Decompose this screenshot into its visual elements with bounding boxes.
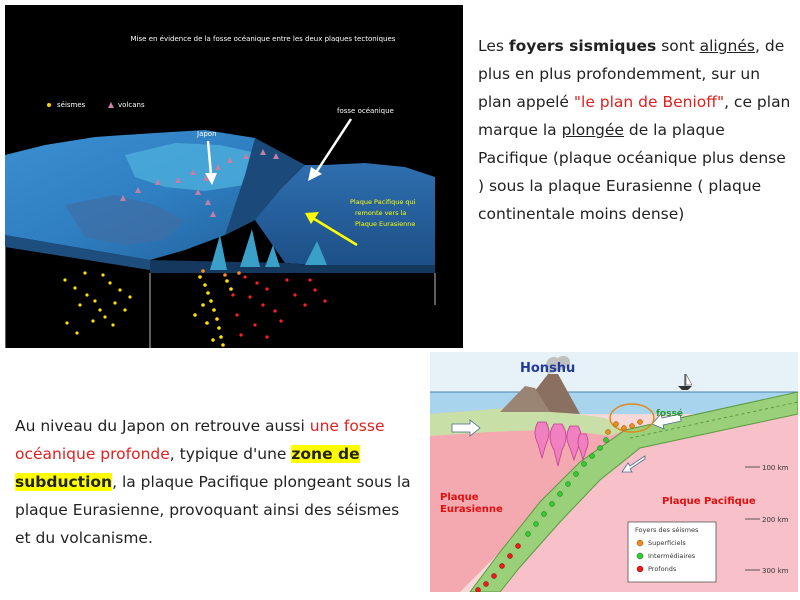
label-plaque-pacifique: Plaque Pacifique — [662, 496, 756, 507]
label-fosse-oceanique: fosse océanique — [337, 107, 394, 115]
benioff-term: "le plan de Benioff" — [573, 93, 725, 111]
subduction-diagram-svg — [430, 352, 798, 592]
label-fosse: fossé — [656, 409, 683, 419]
label-plaque-pacifique-2: remonte vers la — [355, 209, 407, 217]
legend-superficial: Superficiels — [648, 539, 686, 547]
fosse-profonde-term: une fosse océanique profonde — [15, 417, 385, 463]
benioff-explanation: Les foyers sismiques sont alignés, de plus en plus profondemment, sur un plan appelé "le plan de Benioff", ce plan marque la plongée de la plaque Pacifique (plaque océanique plus dense ) sous la plaque Eurasienne ( plaque continentale moins dense) — [478, 37, 791, 223]
depth-200: 200 km — [762, 516, 789, 524]
seismic-foci-shallow — [63, 271, 232, 346]
label-honshu: Honshu — [520, 361, 576, 376]
figure-title: Mise en évidence de la fosse océanique entre les deux plaques tectoniques — [130, 35, 396, 43]
alignes-term: alignés — [699, 37, 755, 55]
subduction-diagram — [430, 352, 798, 592]
plongee-term: plongée — [561, 121, 624, 139]
legend-intermediate: Intermédiaires — [648, 552, 696, 560]
legend-title: Foyers des séismes — [635, 526, 699, 534]
subduction-explanation: Au niveau du Japon on retrouve aussi une fosse océanique profonde, typique d'une zone de subduction, la plaque Pacifique plongeant sous la plaque Eurasienne, provoquant ainsi des séismes et du volcanisme. — [15, 417, 411, 547]
depth-100: 100 km — [762, 464, 789, 472]
zone-subduction-term: zone de subduction — [15, 445, 360, 491]
seafloor-3d-svg — [5, 5, 463, 348]
legend-seismes-label: séismes — [57, 101, 86, 109]
legend-intermediate-dot — [637, 553, 643, 559]
legend-seismes-dot — [47, 103, 51, 107]
seismic-foci-deep — [231, 275, 326, 338]
label-plaque-pacifique-3: Plaque Eurasienne — [355, 220, 416, 228]
legend-deep: Profonds — [648, 565, 677, 573]
legend-volcans-label: volcans — [118, 101, 145, 109]
arrow-fosse — [317, 119, 351, 171]
depth-300: 300 km — [762, 567, 789, 575]
label-plaque-eurasienne-2: Eurasienne — [440, 504, 503, 515]
seafloor-3d-figure — [5, 5, 463, 348]
label-plaque-pacifique-1: Plaque Pacifique qui — [350, 198, 416, 206]
label-japon: Japon — [197, 130, 217, 138]
foyers-sismiques-term: foyers sismiques — [508, 37, 657, 55]
legend-volcan-icon — [108, 102, 114, 108]
label-plaque-eurasienne-1: Plaque — [440, 492, 479, 503]
legend-superficial-dot — [637, 540, 643, 546]
legend-deep-dot — [637, 566, 643, 572]
